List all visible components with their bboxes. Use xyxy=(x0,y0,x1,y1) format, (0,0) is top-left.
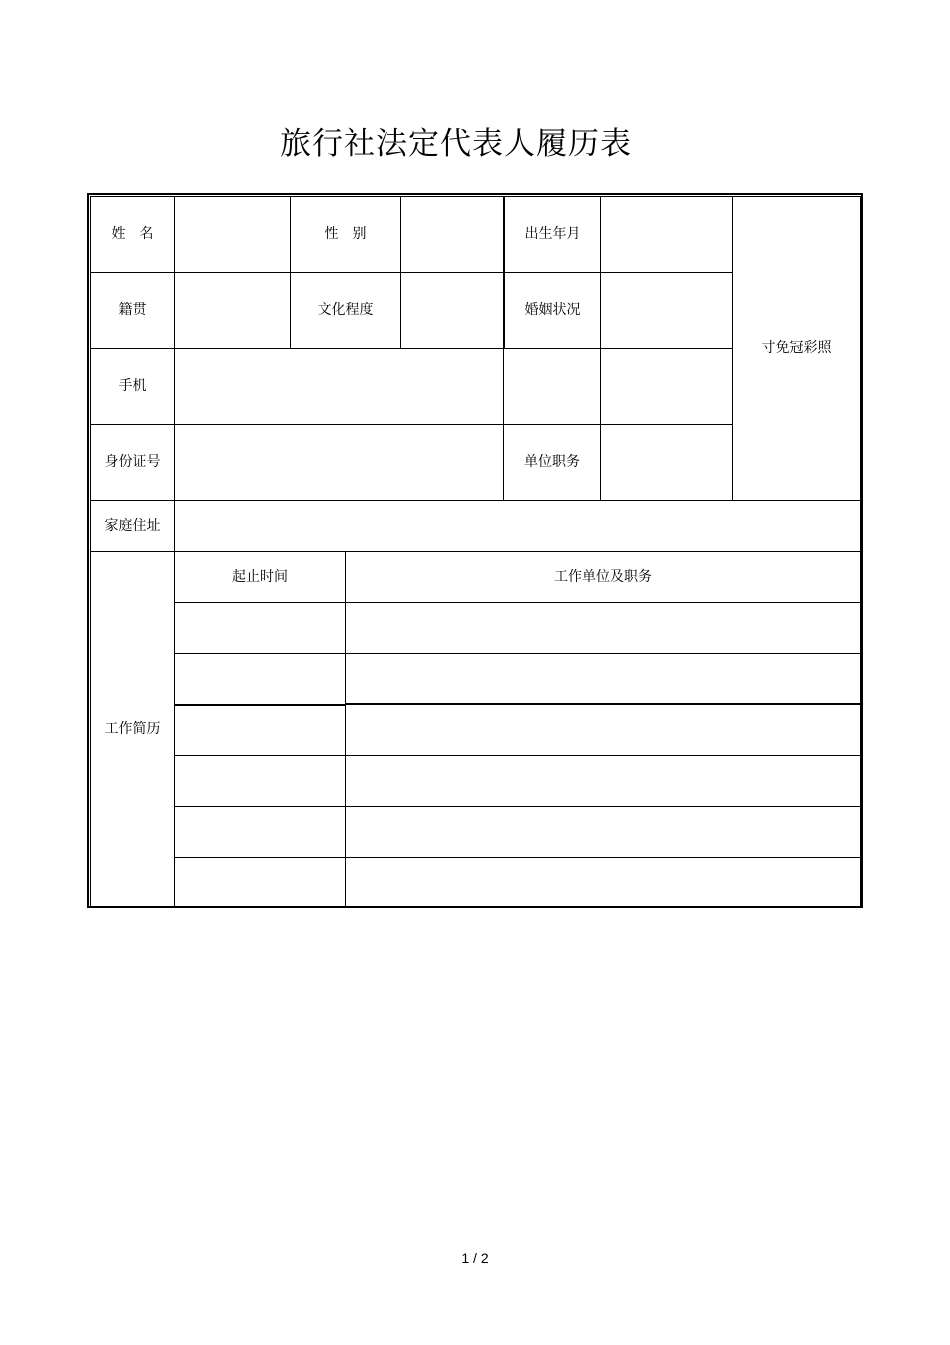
history-row-3-period[interactable] xyxy=(174,704,346,756)
history-row-4-period[interactable] xyxy=(174,755,346,807)
period-column-header: 起止时间 xyxy=(174,551,346,603)
history-row-4-unit[interactable] xyxy=(345,755,861,807)
photo-box[interactable]: 寸免冠彩照 xyxy=(732,196,861,501)
name-label: 姓 名 xyxy=(90,196,175,273)
birth-label: 出生年月 xyxy=(503,196,601,273)
gender-field[interactable] xyxy=(400,196,504,273)
history-row-5-period[interactable] xyxy=(174,806,346,858)
position-field[interactable] xyxy=(600,424,733,501)
history-row-3-unit[interactable] xyxy=(345,704,861,756)
page-title: 旅行社法定代表人履历表 xyxy=(280,126,632,162)
address-field[interactable] xyxy=(174,500,861,552)
gender-label: 性 别 xyxy=(290,196,401,273)
position-label: 单位职务 xyxy=(503,424,601,501)
address-label: 家庭住址 xyxy=(90,500,175,552)
mobile-field[interactable] xyxy=(174,348,504,425)
resume-form xyxy=(87,193,863,909)
history-row-6-period[interactable] xyxy=(174,857,346,907)
blank-cell[interactable] xyxy=(503,348,601,425)
education-label: 文化程度 xyxy=(290,272,401,349)
native-place-field[interactable] xyxy=(174,272,291,349)
history-row-2-period[interactable] xyxy=(174,653,346,705)
page-number: 1 / 2 xyxy=(461,1250,489,1266)
id-number-label: 身份证号 xyxy=(90,424,175,501)
history-row-5-unit[interactable] xyxy=(345,806,861,858)
history-row-1-period[interactable] xyxy=(174,602,346,654)
history-row-6-unit[interactable] xyxy=(345,857,861,907)
work-history-label: 工作简历 xyxy=(90,551,175,907)
education-field[interactable] xyxy=(400,272,504,349)
marital-status-field[interactable] xyxy=(600,272,733,349)
mobile-label: 手机 xyxy=(90,348,175,425)
birth-field[interactable] xyxy=(600,196,733,273)
marital-status-label: 婚姻状况 xyxy=(503,272,601,349)
blank-cell-value[interactable] xyxy=(600,348,733,425)
history-row-1-unit[interactable] xyxy=(345,602,861,654)
id-number-field[interactable] xyxy=(174,424,504,501)
native-place-label: 籍贯 xyxy=(90,272,175,349)
unit-column-header: 工作单位及职务 xyxy=(345,551,861,603)
history-row-2-unit[interactable] xyxy=(345,653,861,705)
name-field[interactable] xyxy=(174,196,291,273)
